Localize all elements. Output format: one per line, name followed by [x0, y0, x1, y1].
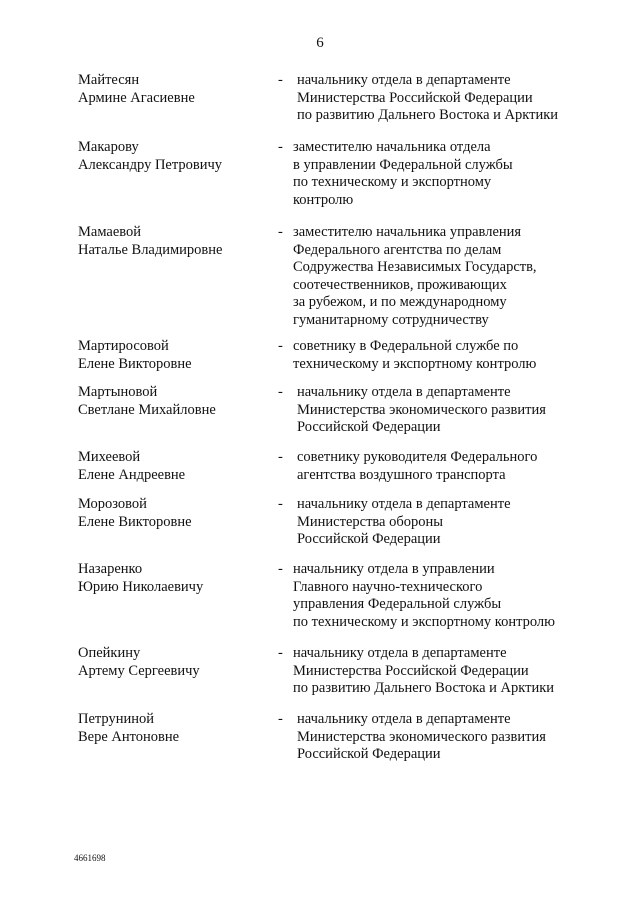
- position-line: начальнику отдела в департаменте: [297, 711, 511, 727]
- recipient-name: [78, 711, 268, 746]
- surname: Мартиросовой: [78, 338, 169, 354]
- position-line: Российской Федерации: [297, 531, 441, 547]
- dash: -: [278, 224, 283, 240]
- given-name: Артему Сергеевичу: [78, 662, 200, 679]
- position-line: заместителю начальника отдела: [293, 139, 491, 155]
- surname: Петруниной: [78, 711, 155, 727]
- recipient-name: [78, 496, 268, 531]
- recipient-position: [293, 224, 593, 329]
- position-line: Министерства экономического развития: [297, 401, 546, 418]
- position-line: Российской Федерации: [297, 419, 441, 435]
- recipient-name: [78, 449, 268, 484]
- surname: Назаренко: [78, 561, 143, 577]
- recipient-position: [293, 139, 593, 209]
- surname: Михеевой: [78, 449, 141, 465]
- recipient-position: [297, 711, 597, 764]
- position-line: Министерства Российской Федерации: [297, 89, 533, 106]
- dash: -: [278, 496, 283, 512]
- position-line: по техническому и экспортному контролю: [293, 613, 555, 630]
- position-line: советнику руководителя Федерального: [297, 449, 538, 465]
- position-line: управления Федеральной службы: [293, 596, 502, 612]
- given-name: Елене Андреевне: [78, 466, 186, 483]
- document-code: 4661698: [74, 853, 106, 863]
- surname: Мартыновой: [78, 384, 158, 400]
- position-line: соотечественников, проживающих: [293, 276, 507, 293]
- recipient-position: [293, 645, 593, 698]
- position-line: советнику в Федеральной службе по: [293, 338, 519, 354]
- position-line: начальнику отдела в департаменте: [297, 72, 511, 88]
- position-line: в управлении Федеральной службы: [293, 156, 513, 173]
- given-name: Наталье Владимировне: [78, 241, 223, 258]
- page-number: 6: [316, 35, 324, 51]
- given-name: Светлане Михайловне: [78, 401, 216, 418]
- recipient-position: [297, 384, 597, 437]
- recipient-name: [78, 139, 268, 174]
- position-line: Содружества Независимых Государств,: [293, 259, 537, 275]
- surname: Майтесян: [78, 72, 140, 88]
- given-name: Елене Викторовне: [78, 355, 192, 372]
- recipient-name: [78, 224, 268, 259]
- position-line: агентства воздушного транспорта: [297, 466, 506, 483]
- surname: Морозовой: [78, 496, 147, 512]
- recipient-name: [78, 338, 268, 373]
- position-line: Российской Федерации: [297, 746, 441, 762]
- surname: Мамаевой: [78, 224, 142, 240]
- recipient-position: [293, 561, 593, 631]
- position-line: начальнику отдела в управлении: [293, 561, 495, 577]
- given-name: Юрию Николаевичу: [78, 578, 204, 595]
- given-name: Елене Викторовне: [78, 513, 192, 530]
- position-line: начальнику отдела в департаменте: [297, 384, 511, 400]
- dash: -: [278, 645, 283, 661]
- position-line: по техническому и экспортному: [293, 174, 492, 190]
- position-line: Главного научно-технического: [293, 578, 483, 595]
- dash: -: [278, 72, 283, 88]
- position-line: Министерства экономического развития: [297, 728, 546, 745]
- position-line: техническому и экспортному контролю: [293, 355, 537, 372]
- recipient-name: [78, 72, 268, 107]
- position-line: Министерства обороны: [297, 513, 443, 530]
- position-line: по развитию Дальнего Востока и Арктики: [297, 107, 559, 123]
- recipient-position: [297, 496, 597, 549]
- dash: -: [278, 139, 283, 155]
- position-line: по развитию Дальнего Востока и Арктики: [293, 680, 555, 696]
- given-name: Армине Агасиевне: [78, 89, 195, 106]
- position-line: начальнику отдела в департаменте: [293, 645, 507, 661]
- dash: -: [278, 449, 283, 465]
- position-line: Министерства Российской Федерации: [293, 662, 529, 679]
- recipient-position: [297, 72, 597, 125]
- surname: Макарову: [78, 139, 139, 155]
- position-line: контролю: [293, 191, 354, 208]
- dash: -: [278, 338, 283, 354]
- dash: -: [278, 711, 283, 727]
- dash: -: [278, 561, 283, 577]
- dash: -: [278, 384, 283, 400]
- position-line: гуманитарному сотрудничеству: [293, 311, 489, 328]
- position-line: Федерального агентства по делам: [293, 241, 502, 258]
- given-name: Вере Антоновне: [78, 728, 180, 745]
- position-line: заместителю начальника управления: [293, 224, 522, 240]
- recipient-position: [293, 338, 593, 373]
- position-line: за рубежом, и по международному: [293, 294, 507, 310]
- surname: Опейкину: [78, 645, 141, 661]
- recipient-name: [78, 384, 268, 419]
- recipient-name: [78, 645, 268, 680]
- given-name: Александру Петровичу: [78, 156, 223, 173]
- position-line: начальнику отдела в департаменте: [297, 496, 511, 512]
- recipient-position: [297, 449, 597, 484]
- recipient-name: [78, 561, 268, 596]
